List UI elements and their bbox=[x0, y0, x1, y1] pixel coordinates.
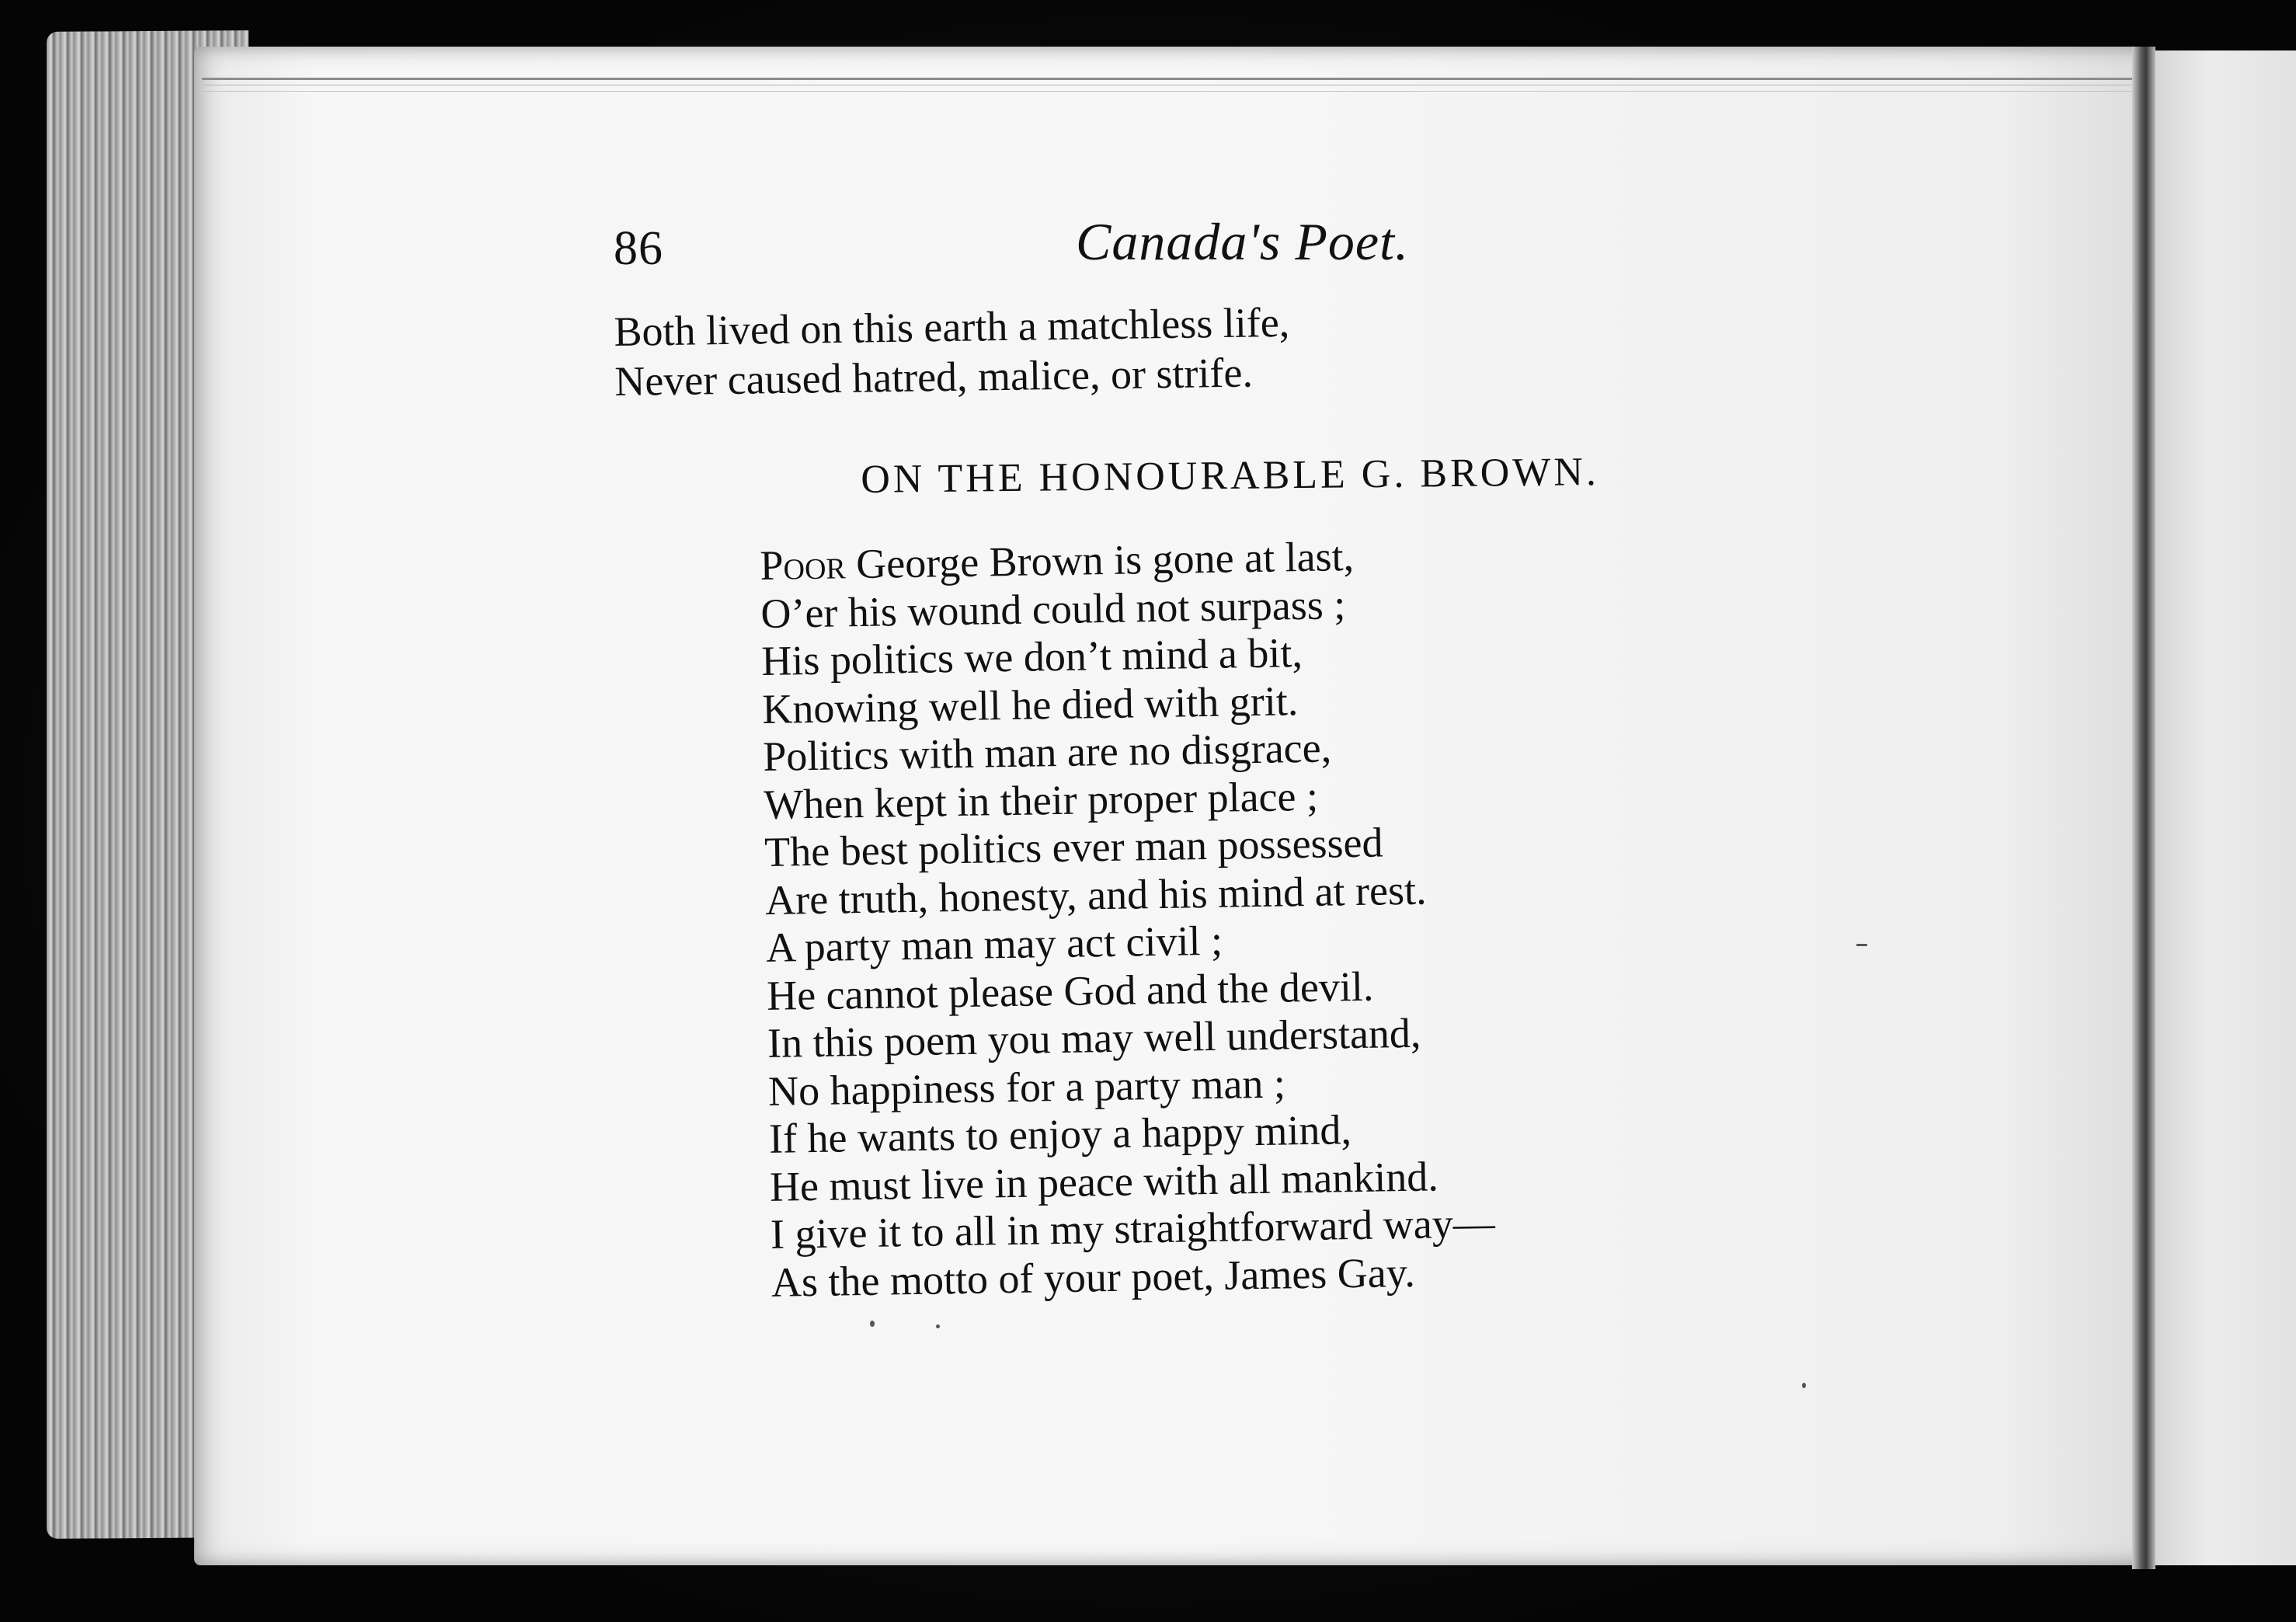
scan-speck bbox=[1802, 1383, 1806, 1388]
first-line-rest: George Brown is gone at last, bbox=[845, 532, 1355, 588]
verse-line: He cannot please God and the devil. bbox=[766, 962, 1374, 1019]
scan-speck bbox=[936, 1324, 940, 1328]
verse-line: In this poem you may well understand, bbox=[767, 1009, 1421, 1067]
verse-line: As the motto of your poet, James Gay. bbox=[771, 1248, 1416, 1306]
verse-line: Never caused hatred, malice, or strife. bbox=[614, 349, 1254, 405]
verse-line: Politics with man are no disgrace, bbox=[762, 724, 1332, 780]
verse-line: The best politics ever man possessed bbox=[764, 819, 1383, 875]
page-number: 86 bbox=[614, 222, 663, 275]
scan-speck bbox=[1856, 944, 1867, 946]
verse-line: O’er his wound could not surpass ; bbox=[760, 580, 1346, 637]
poem-body bbox=[760, 531, 1496, 1307]
verse-line: If he wants to enjoy a happy mind, bbox=[768, 1106, 1352, 1162]
verse-line: Both lived on this earth a matchless life, bbox=[614, 298, 1290, 355]
verse-line: No happiness for a party man ; bbox=[767, 1059, 1286, 1115]
opening-word: Poor bbox=[760, 541, 847, 589]
previous-poem-ending bbox=[614, 298, 1291, 406]
running-title: Canada's Poet. bbox=[1076, 212, 1409, 271]
facing-page-edge bbox=[2155, 50, 2296, 1565]
scan-speck bbox=[870, 1321, 875, 1327]
verse-line: Knowing well he died with grit. bbox=[761, 677, 1299, 733]
verse-line: Are truth, honesty, and his mind at rest. bbox=[764, 866, 1427, 924]
verse-line: A party man may act civil ; bbox=[765, 917, 1223, 971]
verse-line: His politics we don’t mind a bit, bbox=[760, 629, 1303, 684]
verse-line: I give it to all in my straightforward way— bbox=[770, 1199, 1496, 1258]
poem-title: ON THE HONOURABLE G. BROWN. bbox=[861, 450, 1600, 502]
page-top-edge bbox=[202, 78, 2144, 80]
verse-line: When kept in their proper place ; bbox=[763, 772, 1319, 828]
verse-line: He must live in peace with all mankind. bbox=[769, 1152, 1439, 1210]
book-gutter bbox=[2132, 47, 2155, 1569]
